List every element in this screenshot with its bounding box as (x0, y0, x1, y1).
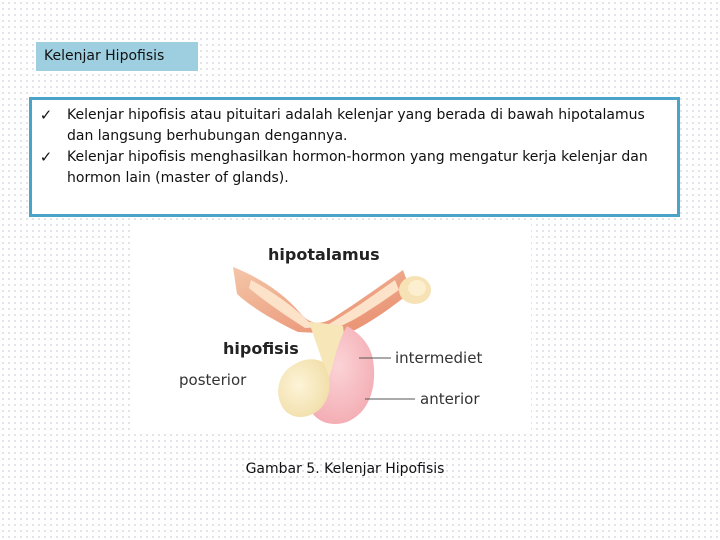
pituitary-illustration (133, 222, 531, 430)
label-hypothalamus: hipotalamus (268, 245, 380, 264)
label-intermediate: intermediet (395, 349, 483, 367)
hypothalamus-inner (249, 280, 399, 328)
label-hypophysis: hipofisis (223, 339, 299, 358)
label-posterior: posterior (179, 371, 247, 389)
bullet-text: Kelenjar hipofisis atau pituitari adalah kelenjar yang berada di bawah hipotalamus dan langsung berhubungan dengannya. (67, 107, 645, 144)
bullet-text: Kelenjar hipofisis menghasilkan hormon-hormon yang mengatur kerja kelenjar dan hormon lain (master of glands). (67, 149, 648, 186)
figure-caption: Gambar 5. Kelenjar Hipofisis (245, 461, 445, 477)
bullet-item (37, 147, 669, 189)
bullet-list-box (29, 97, 680, 217)
label-anterior: anterior (420, 390, 480, 408)
bullet-item (37, 105, 669, 147)
checkmark-icon: ✓ (39, 106, 53, 124)
checkmark-icon: ✓ (39, 148, 53, 166)
slide-title: Kelenjar Hipofisis (36, 42, 198, 71)
